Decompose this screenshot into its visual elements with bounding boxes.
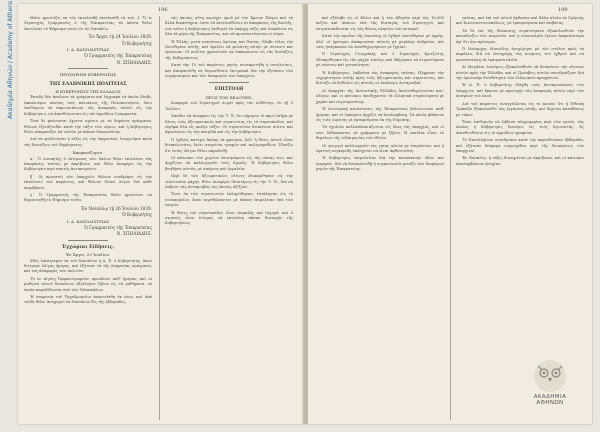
- paragraph: Κατὰ τὴν 15 τοῦ παρόντος μηνὸς συνεκροτήθη ἡ συνέλευσις, καὶ ἀπεφασίσθη νὰ διορισθῶσιν ἐπιτροπαὶ διὰ τὴν ἐξέτασιν τῶν λογαριασμῶν καὶ τῶν ἀναφορῶν τῶν ἐπαρχιῶν.: [165, 63, 293, 79]
- signature-line: Ἐν Ἄργει τῇ 24 Ἰουλίου 1829.: [88, 34, 152, 40]
- signature-line: Ἐν Ναυπλίῳ τῇ 26 Ἰουλίου 1829.: [80, 205, 152, 211]
- divider: [68, 68, 108, 69]
- left-page-column-1: [24, 16, 152, 420]
- paragraph: Οἱ γεωργοὶ καλλιεργοῦν τὰς γαίας αὐτῶν μὲ ἐπιμέλειαν, καὶ ἡ ἐφετινὴ συγκομιδὴ ὑπόσχεται νὰ εἶναι ἀφθονωτάτη.: [316, 143, 444, 153]
- signature-line: Ὁ Γραμματεὺς τῆς Ἐπικρατείας: [84, 225, 152, 230]
- section-subheading: ΠΡΟΣ ΤΟΝ ΕΚΔΟΤΗΝ.: [205, 94, 253, 100]
- signature-line: Ὁ Κυβερνήτης: [122, 212, 152, 218]
- paragraph: Ἐν Ναυπλίῳ, ἡ τάξις διατηρεῖται μὲ ἀκρίβειαν, καὶ οἱ κάτοικοι ἀπολαμβάνουν ἡσυχίαν.: [456, 156, 584, 166]
- paragraph: Τὸ Πανελλήνιον συνεδρίασε κατὰ τὴν παρελθοῦσαν ἑβδομάδα, καὶ ἐξήτασε διάφορα νομοσχέδια περὶ τῆς διοικήσεως τῶν ἐπαρχιῶν.: [456, 138, 584, 153]
- paragraph: Ἡ ὑπηρεσία τοῦ Ταχυδρομείου ἐκανονίσθη ἐκ νέου, καὶ ἀπὸ τοῦδε θέλει ἀναχωρεῖ ἐκ Ναυπλίου δὶς τῆς ἑβδομάδος.: [24, 295, 152, 305]
- paragraph: Οἱ κάτοικοι τῶν χωρίων ἐπιστρέφουν εἰς τὰς οἰκίας των, καὶ ἀρχίζουν νὰ καλλιεργοῦν τοὺς ἀγρούς. Ἡ Κυβέρνησις θέλει βοηθήσει αὐτοὺς μὲ σπόρους καὶ ἐργαλεῖα.: [165, 155, 293, 171]
- signature-name: Ν. ΣΠΗΛΙΑΔΗΣ.: [116, 231, 152, 237]
- section-heading: ΤΗΣ ΕΛΛΗΝΙΚΗΣ ΠΟΛΙΤΕΙΑΣ: [49, 81, 127, 87]
- paragraph: Ὁ Στρατηγὸς Γεωργάκης καὶ ὁ Στρατηγὸς Κριεζώτης ἐδιακρίθησαν εἰς τὴν μάχην ταύτην, καὶ ὁδήγησαν τὰ στρατεύματα μὲ σύνεσιν καὶ γενναιότητα.: [316, 52, 444, 68]
- signature-line: Ὁ Γραμματεὺς τῆς Ἐπικρατείας: [84, 53, 152, 59]
- paragraph: Ἡ θέσις τοῦ στρατοπέδου εἶναι ἀσφαλὴς καὶ ἰσχυρά, καὶ ὁ στρατὸς εἶναι ἕτοιμος νὰ ἐκτελέσῃ πᾶσαν διαταγὴν τῆς Κυβερνήσεως.: [165, 210, 293, 226]
- paragraph: Διὰ τοῦ παρόντος ἀναγγέλλεται εἰς τὸ κοινὸν ὅτι ἡ Ἐθνικὴ Τράπεζα ἐξακολουθεῖ τὰς ἐργασίας αὐτῆς, καὶ δέχεται καταθέσεις μὲ τόκον.: [456, 101, 584, 117]
- paragraph: Ὅσοι ἐπιθυμοῦν νὰ λάβωσι πληροφορίας περὶ τῶν γαιῶν, τὰς ὁποίας ἡ Κυβέρνησις διανέμει εἰς τοὺς ἀγωνιστάς, ἂς ἀπευθυνθῶσιν εἰς τὸ ἁρμόδιον γραφεῖον.: [456, 119, 584, 135]
- paragraph: Τὰ δὲ ἐπὶ τῆς θαλάσσης στρατεύματα ἐξακολουθοῦν τὴν καταδίωξιν τῶν πειρατῶν, καὶ ἡ ναυσιπλοΐα ἔγινεν ἀσφαλεστέρα ἀφ' ὅτι ἦτο πρότερον.: [456, 28, 584, 44]
- divider: [209, 82, 249, 83]
- paragraph: Χθὲς ἐπέστρεψεν ἐκ τοῦ Ναυπλίου ἡ Α. Ἐ. ὁ Κυβερνήτης, ὅπου διέτριψε ὀλίγας ἡμέρας, καὶ ἐξήτασε τὰ τῆς ὑπηρεσίας πράγματα, καὶ τὰς ἀναφορὰς τῶν πολιτῶν.: [24, 258, 152, 274]
- section-heading: ΕΠΙΣΤΟΛΗ: [214, 87, 244, 93]
- divider: [68, 240, 108, 241]
- section-subheading: Η ΚΥΒΕΡΝΗΣΙΣ ΤΗΣ ΕΛΛΑΔΟΣ: [55, 89, 121, 95]
- paragraph: β΄. Οἱ προεστοὶ τῶν ἐπαρχιῶν θέλουν συνδράμει εἰς τὴν ἐκτέλεσιν τοῦ παρόντος, καὶ θέλουν δώσει λόγον διὰ κάθε παράβασιν.: [24, 174, 152, 190]
- page-number: 199: [558, 7, 568, 13]
- paragraph: Διὰ νὰ φυλάττηται ἡ τάξις εἰς τὴν ὑπηρεσίαν, ἐνεργοῦμεν κατὰ τὰς διατάξεις τοῦ Ψηφίσματος.: [24, 137, 152, 147]
- paragraph: Ἡ Α. Ἐ. ὁ Κυβερνήτης ἐδέχθη τοὺς ἀντιπροσώπους τῶν ἐπαρχιῶν, καὶ ἤκουσε μὲ προσοχὴν τὰς ἀναφορὰς αὐτῶν περὶ τῶν ἀναγκῶν τοῦ λαοῦ.: [456, 83, 584, 99]
- paragraph: Ἡ Κυβέρνησις ἐπιμελεῖται διὰ τὴν κατασκευὴν ὁδῶν καὶ γεφυρῶν, διὰ νὰ διευκολυνθῇ ἡ συγκοινωνία μεταξὺ τῶν διαφόρων μερῶν τῆς Ἐπικρατείας.: [316, 156, 444, 172]
- paragraph: Ὅσα δὲ φαίνονται ἔχοντα σχέσιν μὲ τὰ δημόσια πράγματα, θέλουν ἐξετάζεσθαι κατὰ τὴν τάξιν τῶν νόμων, καὶ ἡ Κυβέρνησις θέλει ἀποφασίζει ἐπ' αὐτῶν μὲ πᾶσαν δικαιοσύνην.: [24, 119, 152, 134]
- left-page: [18, 4, 304, 424]
- right-page-column-1: [316, 16, 444, 420]
- paragraph: Ἀναφορὰ τοῦ Στρατηγοῦ Δωρεῖ πρὸς τὸν Αὐθέντην, ἐν τῇ 5 Ἰουλίου.: [165, 101, 293, 111]
- dateline: Ἐν Ἄργει, 29 Ἰουλίου.: [65, 252, 111, 258]
- left-page-column-2: [165, 16, 293, 420]
- paragraph: Σπεύδω νὰ ἀναφέρω εἰς τὴν Ὑ. Ἐ. ὅτι σήμερον τὸ πρωΐ ἐπῆγα μὲ ὅλους τοὺς ἀξιωματικοὺς καὶ στρατιώτας εἰς τὸ στρατόπεδον, καὶ εὑρῆκα ὅλα εἰς καλὴν τάξιν. Οἱ στρατιῶται δεικνύουν πίστιν καὶ ἀφοσίωσιν εἰς τὴν πατρίδα καὶ εἰς τὴν Κυβέρνησιν.: [165, 114, 293, 135]
- paragraph: Ἡ Κυβέρνησις, λαβοῦσα τὰς ἀναφορὰς ταύτας, ἐξέφρασε τὴν εὐχαρίστησιν αὐτῆς πρὸς τοὺς ἀξιωματικοὺς καὶ στρατιώτας, καὶ διέταξε νὰ δοθῶσιν εἰς αὐτοὺς αἱ ἀνάλογοι ἀνταμοιβαί.: [316, 70, 444, 86]
- paragraph: Αἱ Μεγάλαι Δυνάμεις ἐξακολουθοῦν νὰ δεικνύωσι τὴν εὔνοιαν αὐτῶν πρὸς τὴν Ἑλλάδα, καὶ οἱ Πρέσβεις αὐτῶν συνεδριάζουν διὰ τὴν ὁριστικὴν διευθέτησιν τῶν ἑλληνικῶν πραγμάτων.: [456, 65, 584, 81]
- paragraph: α΄. Ὁ Διοικητὴς ὁ ἐπίτροπος τῶν ὅπλων θέλει ἐκτελέσει τὰς ἀποφάσεις ταύτας μὲ ἀκρίβειαν, καὶ θέλει ἀναφέρει εἰς τὴν Κυβέρνησιν περὶ παντὸς ἀντικειμένου.: [24, 156, 152, 172]
- paragraph: γ΄. Ὁ Γραμματεὺς τῆς Ἐπικρατείας θέλει φροντίσει νὰ δημοσιευθῇ τὸ Ψήφισμα τοῦτο.: [24, 192, 152, 203]
- paragraph: Τὰ σχολεῖα πολλαπλασιάζονται εἰς ὅλας τὰς ἐπαρχίας, καὶ οἱ νέοι διδάσκονται τὰ γράμματα μὲ ζῆλον. Ἡ παιδεία εἶναι τὸ θεμέλιον τῆς εὐδαιμονίας τῶν ἐθνῶν.: [316, 125, 444, 141]
- paragraph: ταύτας, καὶ ἐπὶ τοῦ αὐτοῦ ἔφθασαν καὶ ἄλλα πλοῖα ἐκ Σμύρνης καὶ Κωνσταντινουπόλεως, μὲ ἐμπορεύματα καὶ ἐπιβάτας.: [456, 16, 584, 26]
- column-rule: [159, 16, 160, 420]
- newspaper-spread: [18, 4, 592, 424]
- section-subheading: Ἀποφασίζομεν.: [72, 150, 104, 156]
- paragraph: τὰς ὁποίας αὕτη περιέχει ὁμοῦ μὲ τὸν Ἄρειον Πάγον καὶ τὰ ἄλλα δικαστήρια, ὥστε νὰ ἐκτελεσθῶσιν αἱ ἀποφάσεις τῆς Βουλῆς. Διὰ τοῦτο ἡ Κυβέρνησις ἐπιθυμεῖ νὰ ὑπάρχῃ τάξις καὶ ἀσφάλεια εἰς ὅλα τὰ μέρη τῆς Ἐπικρατείας, καὶ νὰ προστατεύωνται οἱ νόμοι.: [165, 16, 293, 37]
- paragraph: Τὸ ἐν Αἰγίνῃ Ὀρφανοτροφεῖον προοδεύει καθ' ἡμέραν, καὶ οἱ μαθηταὶ αὐτοῦ δεικνύουν ἀξιόλογον ζῆλον εἰς τὰ μαθήματα, τὰ ὁποῖα παραδίδονται ὑπὸ τῶν διδασκάλων.: [24, 276, 152, 292]
- logo-text: ΑΚΑΔΗΜΙΑ ΑΘΗΝΩΝ: [533, 394, 567, 406]
- signature-name: Ν. ΣΠΗΛΙΑΔΗΣ.: [116, 59, 152, 65]
- academy-logo: [520, 356, 580, 414]
- academy-watermark-vertical: Ακαδημία Αθηνών / Academy of Athens: [7, 0, 14, 119]
- paragraph: καὶ ἐξέλαβε ὡς οἱ ἄλλοι καὶ ἡ τῶν Ἀθηνῶν περὶ τὰς 10,000 πεζῶν καὶ ἱππέων, ὑπὸ τὰς διαταγὰς τοῦ Στρατηγοῦ, καὶ ἐστρατοπέδευσαν εἰς τὰς θέσεις πλησίον τοῦ ποταμοῦ.: [316, 16, 444, 31]
- signature-name: Ι. Α. ΚΑΠΟΔΙΣΤΡΙΑΣ: [66, 218, 110, 224]
- paragraph: Ἐπειδὴ δὲν ἀπέλυσε τὰ γράμματα καὶ ἔγγραφα τὰ ὁποῖα ἔλαβε, ἐκκαλοῦμεν πάντας τοὺς κατοίκους τῆς Πελοποννήσου, ὅσοι ἐπεθύμουν νὰ παρουσιάσωσι τὰς ἀναφορὰς αὐτῶν εἰς τὴν Κυβέρνησιν, νὰ ἀπευθύνωνται εἰς τὸν ἁρμόδιον Γραμματέα.: [24, 95, 152, 116]
- section-heading: Ἐγχώριαι Εἰδήσεις.: [61, 244, 115, 250]
- right-page: [308, 4, 592, 424]
- paragraph: Περὶ δὲ τῶν ἀξιωματικῶν, οἵτινες ἐδιακρίθησαν εἰς τὴν τελευταίαν μάχην, θέλω ἀναφέρει ἰδιαιτέρως εἰς τὴν Ὑ. Ἐ., διὰ νὰ λάβωσι τὰς ἀνταμοιβὰς τὰς ὁποίας ἀξίζουν.: [165, 174, 293, 189]
- signature-line: Ὁ Κυβερνήτης: [122, 40, 152, 46]
- section-heading: ΠΡΟΣΩΡΙΝΗ ΚΥΒΕΡΝΗΣΙΣ: [59, 72, 117, 78]
- paragraph: Ἡ Ἑλλὰς, μετὰ τοσούτους ἀγῶνας καὶ θυσίας, ἔλαβε τέλος τὴν ἐλευθερίαν αὐτῆς, καὶ ὀφείλει νὰ φυλάττῃ αὐτὴν μὲ σύνεσιν καὶ ὁμόνοιαν. Οἱ πολῖται χρεωστοῦν νὰ ὑπακούωσιν εἰς τὰς διατάξεις τῆς Κυβερνήσεως.: [165, 39, 293, 60]
- column-rule: [450, 16, 451, 420]
- owl-icon: [520, 356, 580, 396]
- paragraph: Κατὰ τὴν πρωΐαν τῆς ἐπιούσης οἱ ἐχθροὶ ἐπετέθησαν μὲ ὁρμήν, ἀλλ' οἱ ἡμέτεροι ἀπέκρουσαν αὐτοὺς μὲ μεγάλην ἀνδρείαν, καὶ τοὺς ἠνάγκασαν νὰ ὀπισθοχωρήσωσι μὲ ζημίαν.: [316, 34, 444, 50]
- paragraph: Ἡ ἐσωτερικὴ κατάστασις τῆς Ἐπικρατείας βελτιώνεται καθ' ἡμέραν, καὶ τὸ ἐμπόριον ἀρχίζει νὰ ἀναλαμβάνῃ. Τὰ πλοῖα φθάνουν εἰς τοὺς λιμένας μὲ ἐμπορεύματα ἐκ τῆς Εὐρώπης.: [316, 107, 444, 122]
- paragraph: Ὁ ἐχθρὸς κατέχει ἀκόμη τὰ φρούρια, ἀλλ' ἡ θέσις αὐτοῦ εἶναι δυσκολωτάτη, διότι στερεῖται τροφῶν καὶ πολεμοφοδίων. Ἐλπίζω ὅτι ἐντὸς ὀλίγου θέλει παραδοθῇ.: [165, 137, 293, 153]
- paragraph: Ὁ Ναύαρχος Μιαούλης ἀνεχώρησε μὲ τὸν στόλον πρὸς τὰ παράλια, διὰ νὰ ἐπιτηρήσῃ τὰς κινήσεις τοῦ ἐχθροῦ καὶ νὰ προστατεύσῃ τὰ ἐμπορικὰ πλοῖα.: [456, 47, 584, 62]
- paragraph: Ὅσοι ἐκ τῶν στρατιωτῶν ἐπληγώθησαν, ἐστάλησαν εἰς τὸ νοσοκομεῖον, ὅπου περιθάλπονται μὲ πᾶσαν ἐπιμέλειαν ὑπὸ τῶν ἰατρῶν.: [165, 192, 293, 208]
- paragraph: Αἱ ἐπαρχίαι τῆς Ἀνατολικῆς Ἑλλάδος ἀπελευθερώνονται κατ' ὀλίγον, καὶ οἱ κάτοικοι ὑποδέχονται τὰ ἑλληνικὰ στρατεύματα μὲ χαρὰν καὶ εὐγνωμοσύνην.: [316, 88, 444, 104]
- page-number: 196: [158, 7, 168, 13]
- signature-name: Ι. Α. ΚΑΠΟΔΙΣΤΡΙΑΣ: [66, 47, 110, 53]
- paragraph: Θέλει φροντίζει να τὸν ἐκτελεσθῇ ἐκτελεσθῆ τὰ τοῦ. 3. Ὅ τε Στρατηγὸς Γραμματεὺς ὁ τῆς Ἐπικρατείας τὰ πάντα θέλει ἐκτελέσει τὸ Ψήφισμα τοῦτο ἐν τῷ Ναυπλίῳ.: [24, 16, 152, 31]
